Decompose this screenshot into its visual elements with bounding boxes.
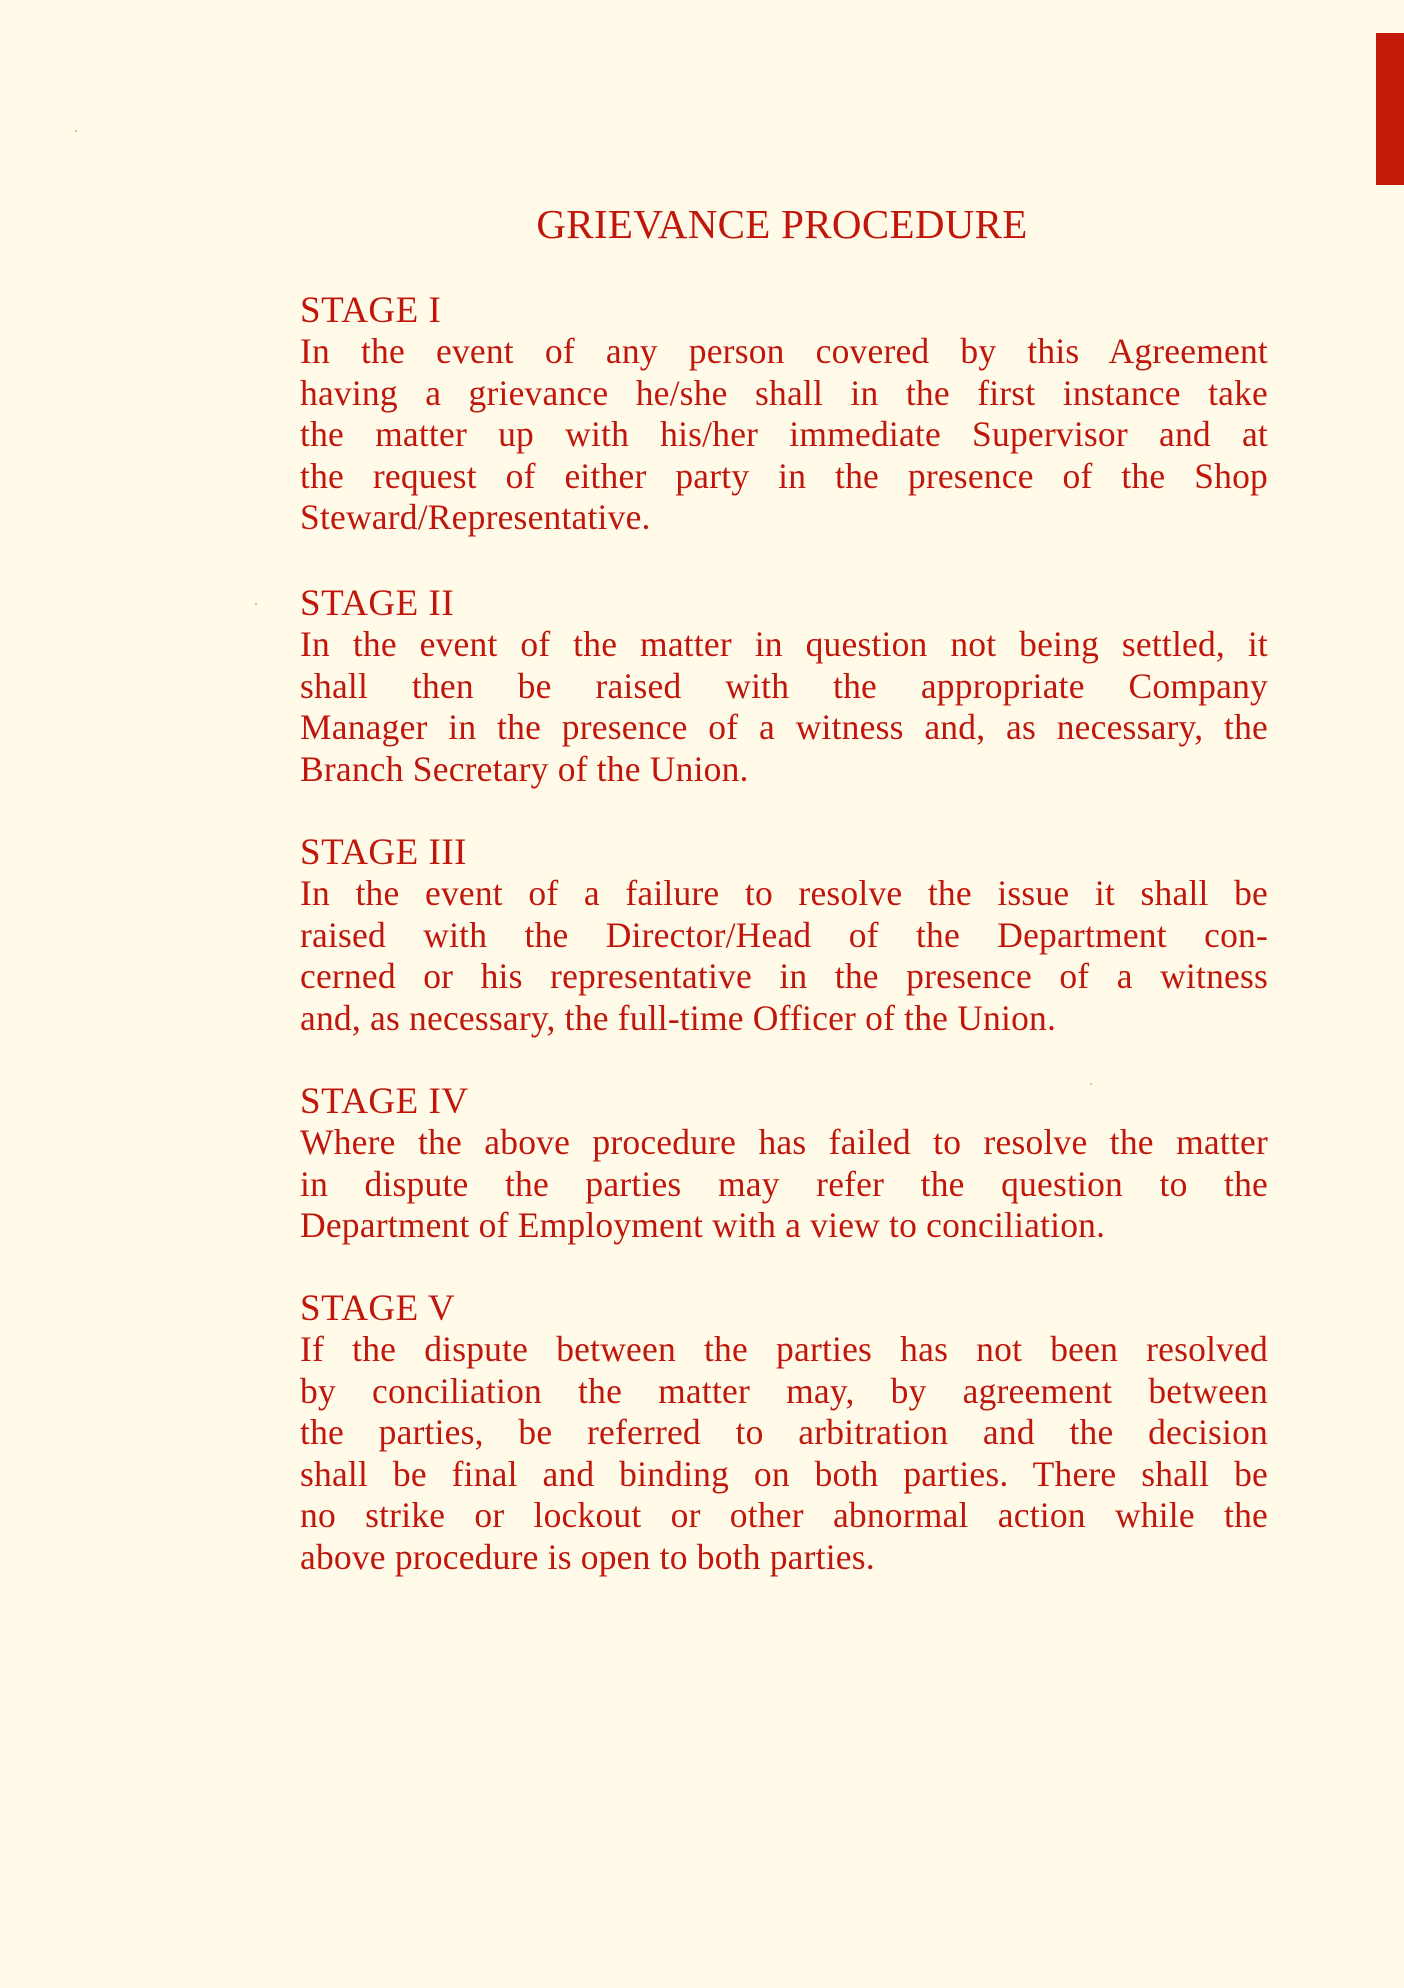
body-line: no strike or lockout or other abnormal action while the [300,1495,1268,1535]
body-line: Branch Secretary of the Union. [300,748,749,789]
body-line: Where the above procedure has failed to resolve the matter [300,1122,1268,1162]
body-line: Manager in the presence of a witness and, as necessary, the [300,707,1268,747]
page-title: GRIEVANCE PROCEDURE [536,201,1028,247]
body-line: In the event of any person covered by this Agreement [300,331,1268,371]
stage-heading: STAGE III [300,832,467,873]
body-line: cerned or his representative in the presence of a witness [300,956,1268,996]
stage-heading: STAGE II [300,583,455,624]
stage-body [300,1122,1268,1247]
body-line: In the event of a failure to resolve the issue it shall be [300,873,1268,913]
body-line: Department of Employment with a view to conciliation. [300,1205,1106,1245]
body-line: and, as necessary, the full-time Officer of the Union. [300,997,1057,1038]
stage-body [300,331,1268,539]
stage-4-section [300,1081,1268,1247]
body-line: above procedure is open to both parties. [300,1536,875,1577]
stage-heading: STAGE V [300,1288,456,1329]
body-line: having a grievance he/she shall in the first instance take [300,372,1268,413]
stage-3-section [300,832,1268,1039]
stage-5-section [300,1288,1268,1578]
body-line: by conciliation the matter may, by agreement between [300,1370,1268,1411]
body-line: shall then be raised with the appropriate Company [300,665,1268,706]
body-line: If the dispute between the parties has not been resolved [300,1329,1268,1369]
body-line: shall be final and binding on both parties. There shall be [300,1453,1268,1494]
body-line: in dispute the parties may refer the question to the [300,1163,1268,1204]
stage-body [300,873,1268,1039]
stage-2-section [300,583,1268,790]
body-line: the parties, be referred to arbitration and the decision [300,1412,1268,1452]
paper-speck [255,603,257,605]
body-line: Steward/Representative. [300,497,651,537]
body-line: In the event of the matter in question not being settled, it [300,624,1268,664]
stage-heading: STAGE IV [300,1081,469,1122]
body-line: raised with the Director/Head of the Department con- [300,914,1268,955]
stage-body [300,624,1268,790]
stage-1-section [300,290,1268,539]
stage-heading: STAGE I [300,290,442,331]
body-line: the matter up with his/her immediate Supervisor and at [300,414,1268,454]
stage-body [300,1329,1268,1578]
body-line: the request of either party in the presence of the Shop [300,455,1268,496]
paper-speck [75,130,77,132]
page-edge-tab-marker [1376,33,1404,185]
